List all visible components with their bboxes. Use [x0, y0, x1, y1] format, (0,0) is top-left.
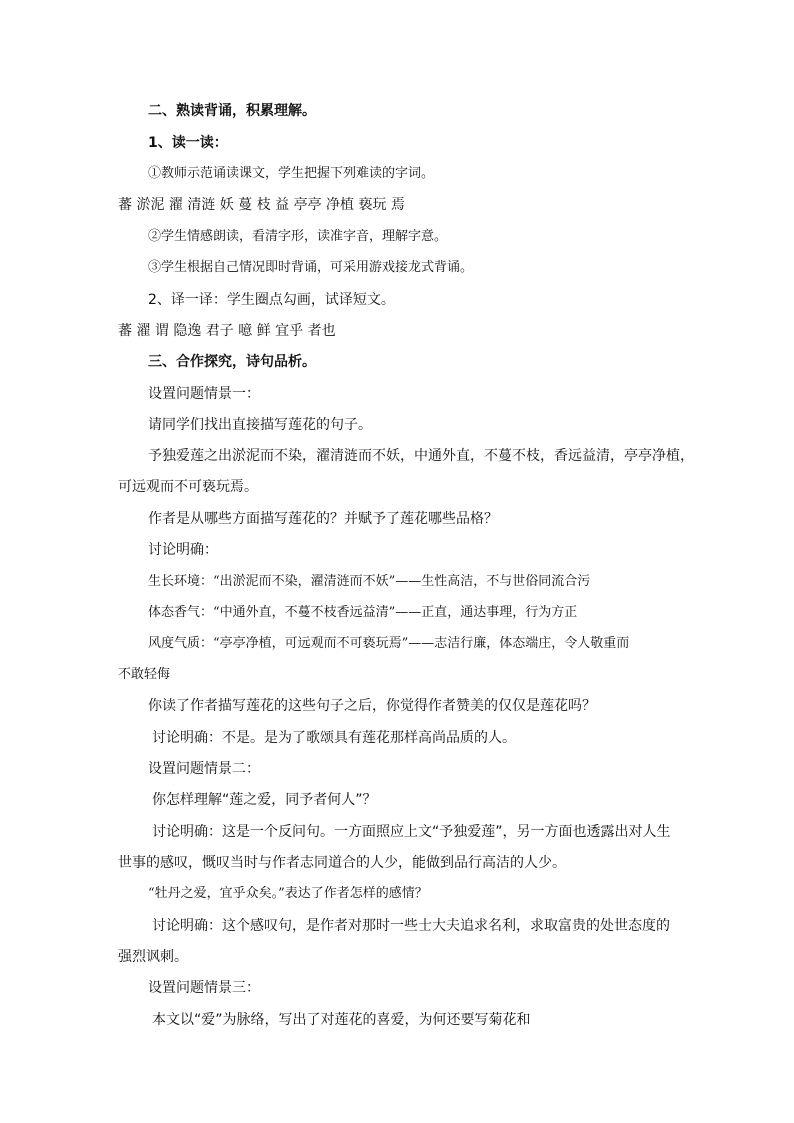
- vocabulary-list-2: 蕃 濯 谓 隐逸 君子 噫 鲜 宜乎 者也: [118, 323, 336, 339]
- vocabulary-list-1: 蕃 淤泥 濯 清涟 妖 蔓 枝 益 亭亭 净植 亵玩 焉: [118, 197, 405, 213]
- question-aspects: 作者是从哪些方面描写莲花的？并赋予了莲花哪些品格？: [148, 511, 498, 527]
- discussion-answer-2: 讨论明确：这是一个反问句。一方面照应上文“予独爱莲”，另一方面也透露出对人生: [152, 824, 671, 840]
- section-heading-3: 三、合作探究，诗句品析。: [148, 354, 316, 370]
- subheading-translate: 2、译一译：学生圈点勾画，试译短文。: [148, 292, 395, 308]
- discussion-answer-3-cont: 强烈讽刺。: [118, 949, 188, 965]
- analysis-environment: 生长环境：“出淤泥而不染，濯清涟而不妖”——生性高洁，不与世俗同流合污: [148, 574, 591, 589]
- paragraph-emotional-reading: ②学生情感朗读，看清字形，读准字音，理解字意。: [148, 229, 448, 244]
- question-only-lotus: 你读了作者描写莲花的这些句子之后，你觉得作者赞美的仅仅是莲花吗？: [148, 698, 596, 714]
- analysis-appearance: 体态香气：“中通外直，不蔓不枝香远益清”——正直，通达事理，行为方正: [148, 605, 578, 620]
- subheading-read: 1、读一读：: [148, 135, 228, 151]
- scenario-1-task: 请同学们找出直接描写莲花的句子。: [148, 417, 372, 433]
- scenario-3-title: 设置问题情景三：: [148, 980, 260, 996]
- quote-line-1: 予独爱莲之出淤泥而不染，濯清涟而不妖，中通外直，不蔓不枝，香远益清，亭亭净植，: [148, 448, 694, 464]
- quote-line-2: 可远观而不可亵玩焉。: [118, 479, 258, 495]
- question-love-lotus: 你怎样理解“莲之爱，同予者何人”？: [152, 792, 377, 808]
- question-peony: “牡丹之爱，宜乎众矣。”表达了作者怎样的感情？: [148, 886, 428, 901]
- discussion-answer-2-cont: 世事的感叹，慨叹当时与作者志同道合的人少，能做到品行高洁的人少。: [118, 855, 566, 871]
- scenario-1-title: 设置问题情景一：: [148, 386, 260, 402]
- discussion-label-1: 讨论明确：: [148, 542, 218, 558]
- discussion-answer-3: 讨论明确：这个感叹句，是作者对那时一些士大夫追求名利，求取富贵的处世态度的: [152, 918, 670, 934]
- analysis-temperament: 风度气质：“亭亭净植，可远观而不可亵玩焉”——志洁行廉，体态端庄，令人敬重而: [148, 636, 630, 651]
- section-heading-2: 二、熟读背诵，积累理解。: [148, 103, 316, 119]
- discussion-answer-1: 讨论明确：不是。是为了歌颂具有莲花那样高尚品质的人。: [152, 730, 516, 746]
- analysis-temperament-cont: 不敢轻侮: [118, 667, 171, 682]
- scenario-3-question: 本文以“爱”为脉络，写出了对莲花的喜爱，为何还要写菊花和: [152, 1012, 531, 1028]
- paragraph-teacher-reading: ①教师示范诵读课文，学生把握下列难读的字词。: [148, 166, 435, 181]
- scenario-2-title: 设置问题情景二：: [148, 761, 260, 777]
- paragraph-memorize: ③学生根据自己情况即时背诵，可采用游戏接龙式背诵。: [148, 260, 474, 275]
